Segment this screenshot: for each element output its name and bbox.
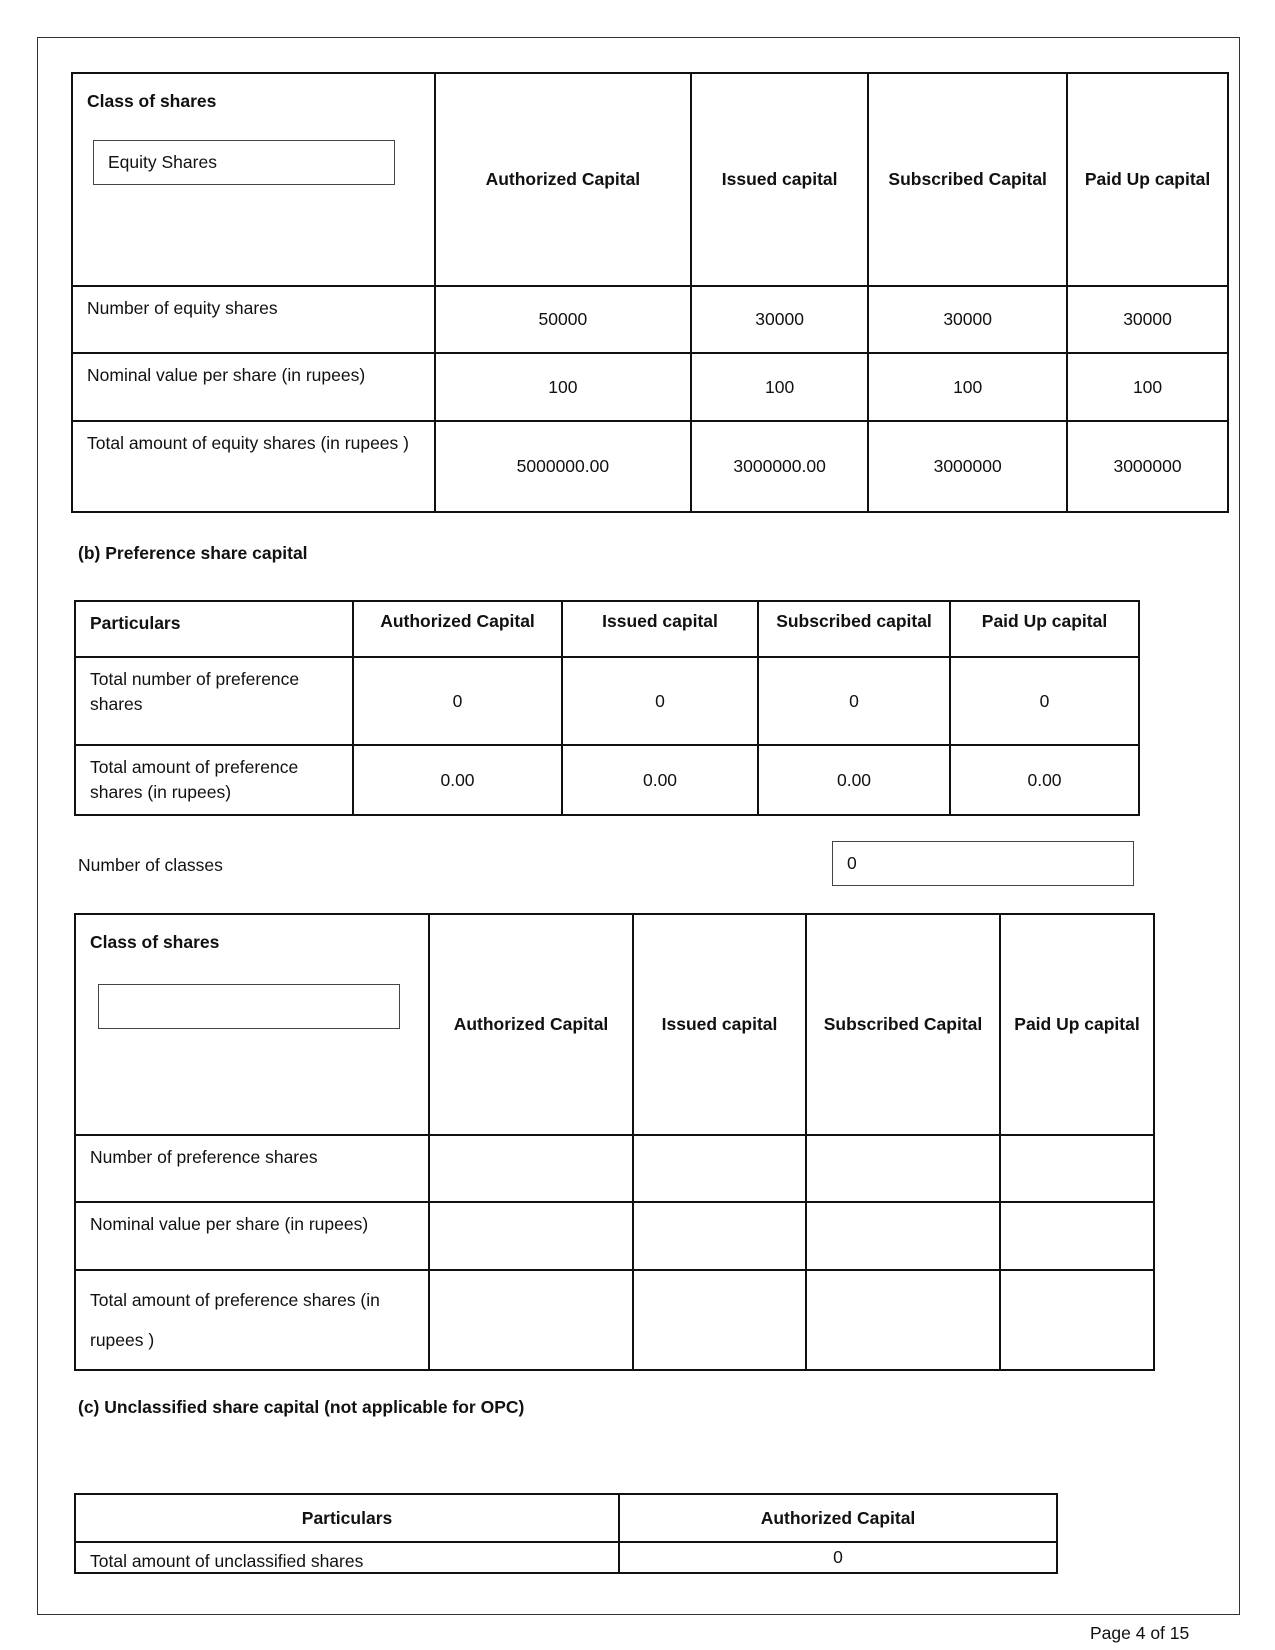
header-particulars: Particulars [75,601,353,657]
header-subscribed-capital: Subscribed Capital [806,914,1000,1135]
header-issued-capital: Issued capital [691,73,868,286]
row-label: Total amount of unclassified shares [75,1542,619,1573]
row-label: Nominal value per share (in rupees) [75,1202,429,1270]
value-cell[interactable]: 0.00 [562,745,758,815]
header-authorized-capital: Authorized Capital [353,601,562,657]
class-of-shares-cell [72,73,435,286]
value-cell[interactable] [429,1135,633,1202]
value-cell[interactable] [1000,1270,1154,1370]
value-cell[interactable]: 30000 [868,286,1067,353]
header-authorized-capital: Authorized Capital [429,914,633,1135]
value-cell[interactable]: 0 [758,657,950,745]
table-row [75,745,1139,815]
preference-summary-table [74,600,1140,816]
equity-shares-table [71,72,1229,513]
value-cell[interactable]: 3000000.00 [691,421,868,512]
class-of-shares-cell [75,914,429,1135]
value-cell[interactable] [633,1270,806,1370]
row-label: Total amount of preference shares (in rupees ) [75,1270,429,1370]
table-row [75,1135,1154,1202]
value-cell[interactable]: 0.00 [353,745,562,815]
page-number: Page 4 of 15 [1090,1623,1190,1643]
unclassified-section-heading: (c) Unclassified share capital (not applicable for OPC) [78,1397,525,1417]
row-label: Number of preference shares [75,1135,429,1202]
header-subscribed-capital: Subscribed Capital [868,73,1067,286]
value-cell[interactable] [633,1135,806,1202]
value-cell[interactable] [633,1202,806,1270]
header-issued-capital: Issued capital [633,914,806,1135]
value-cell[interactable]: 100 [691,353,868,421]
value-cell[interactable]: 30000 [691,286,868,353]
value-cell[interactable] [806,1270,1000,1370]
value-cell[interactable]: 0 [562,657,758,745]
value-cell[interactable]: 3000000 [868,421,1067,512]
value-cell[interactable] [1000,1202,1154,1270]
header-paid-up-capital: Paid Up capital [950,601,1139,657]
unclassified-table [74,1493,1058,1574]
class-of-shares-label: Class of shares [90,932,220,952]
class-of-shares-input[interactable]: Equity Shares [93,140,395,185]
header-paid-up-capital: Paid Up capital [1067,73,1228,286]
row-label: Nominal value per share (in rupees) [72,353,435,421]
value-cell[interactable]: 0.00 [950,745,1139,815]
header-authorized-capital: Authorized Capital [435,73,691,286]
preference-class-table [74,913,1155,1371]
table-row [75,657,1139,745]
value-cell[interactable] [429,1202,633,1270]
row-label: Number of equity shares [72,286,435,353]
table-row [72,353,1228,421]
row-label: Total amount of equity shares (in rupees ) [72,421,435,512]
value-cell[interactable]: 100 [1067,353,1228,421]
header-particulars: Particulars [75,1494,619,1542]
header-authorized-capital: Authorized Capital [619,1494,1057,1542]
table-row [72,286,1228,353]
number-of-classes-input[interactable]: 0 [832,841,1134,886]
number-of-classes-label: Number of classes [78,855,223,875]
table-row [75,1270,1154,1370]
table-row [75,1202,1154,1270]
table-row [72,421,1228,512]
value-cell[interactable]: 100 [435,353,691,421]
value-cell[interactable]: 0 [353,657,562,745]
value-cell[interactable]: 0 [950,657,1139,745]
preference-section-heading: (b) Preference share capital [78,543,308,563]
row-label: Total amount of preference shares (in rupees) [75,745,353,815]
value-cell[interactable]: 0.00 [758,745,950,815]
value-cell[interactable]: 0 [619,1542,1057,1573]
header-subscribed-capital: Subscribed capital [758,601,950,657]
value-cell[interactable]: 50000 [435,286,691,353]
header-issued-capital: Issued capital [562,601,758,657]
value-cell[interactable] [806,1135,1000,1202]
value-cell[interactable]: 100 [868,353,1067,421]
class-of-shares-input[interactable] [98,984,400,1029]
value-cell[interactable]: 30000 [1067,286,1228,353]
value-cell[interactable] [429,1270,633,1370]
row-label: Total number of preference shares [75,657,353,745]
value-cell[interactable] [806,1202,1000,1270]
header-paid-up-capital: Paid Up capital [1000,914,1154,1135]
class-of-shares-label: Class of shares [87,91,217,111]
value-cell[interactable] [1000,1135,1154,1202]
value-cell[interactable]: 3000000 [1067,421,1228,512]
value-cell[interactable]: 5000000.00 [435,421,691,512]
table-row [75,1542,1057,1573]
